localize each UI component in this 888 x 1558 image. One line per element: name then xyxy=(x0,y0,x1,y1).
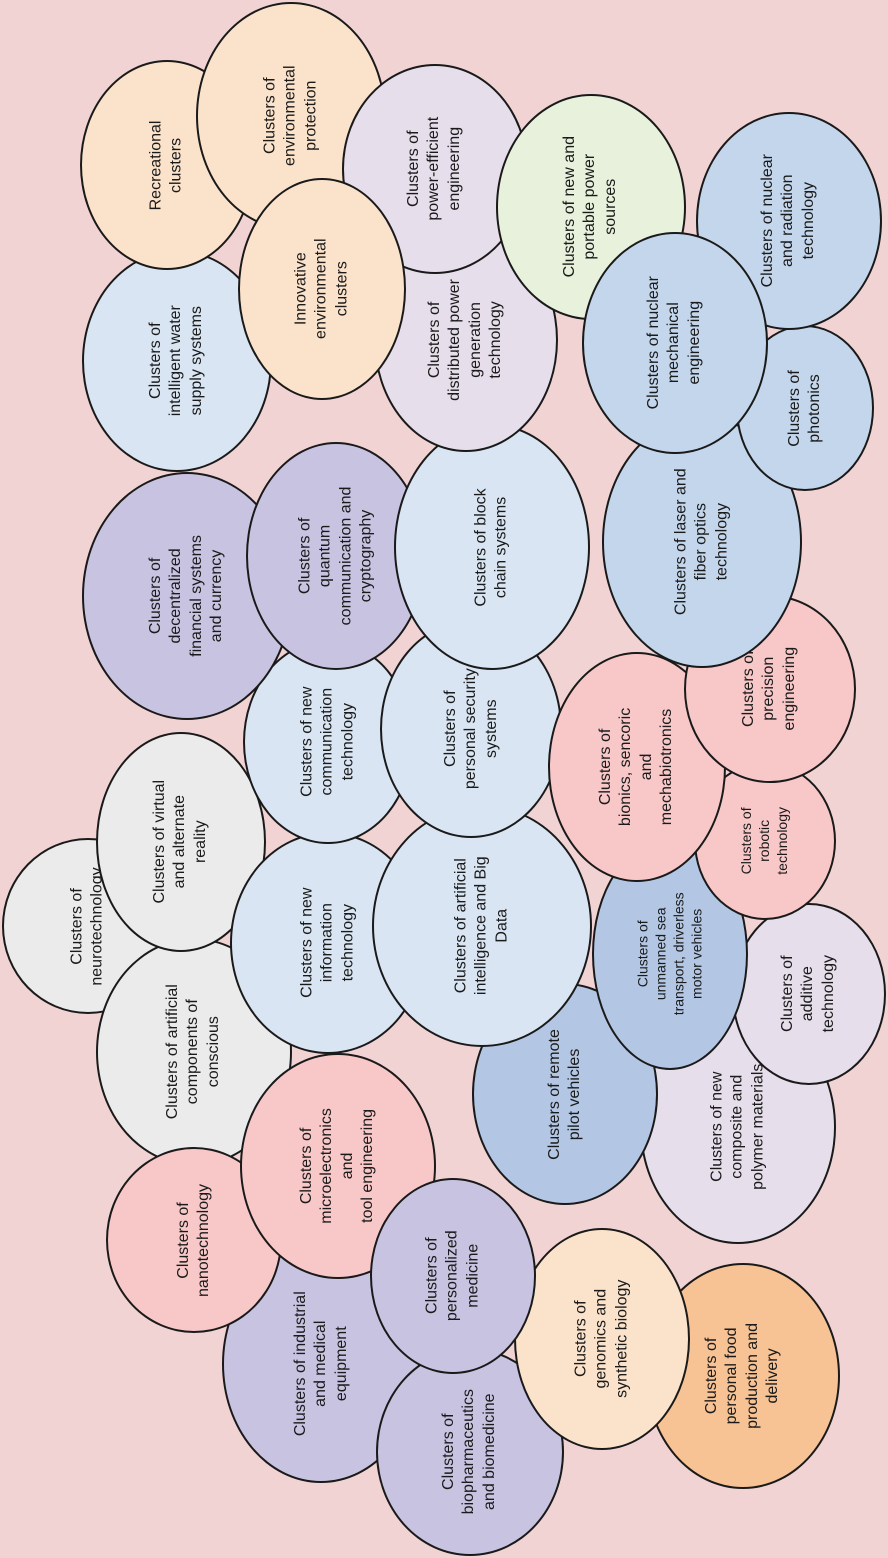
bubble-label: Clusters of power-efficient engineering xyxy=(405,117,464,221)
bubble-label: Clusters of personalized medicine xyxy=(423,1230,482,1322)
bubble-label: Clusters of biopharmaceutics and biomedicine xyxy=(440,1389,499,1515)
bubble-label: Clusters of new composite and polymer materials xyxy=(708,1063,767,1191)
bubble-label: Clusters of environmental protection xyxy=(261,65,320,167)
bubble-nuclear-mechanical xyxy=(582,232,768,454)
bubble-label: Clusters of precision engineering xyxy=(740,647,799,731)
bubble-genomics xyxy=(514,1228,690,1450)
bubble-label: Clusters of genomics and synthetic biology xyxy=(572,1279,631,1399)
bubble-label: Clusters of decentralized financial systems and currency xyxy=(147,535,226,657)
bubble-label: Clusters of laser and fiber optics technology xyxy=(672,468,731,616)
bubble-label: Clusters of virtual and alternate reality xyxy=(151,780,210,904)
bubble-label: Clusters of nanotechnology xyxy=(174,1183,212,1297)
bubble-additive xyxy=(732,903,886,1085)
bubble-label: Clusters of additive technology xyxy=(779,955,838,1033)
bubble-label: Clusters of artificial intelligence and Big Data xyxy=(452,856,511,996)
bubble-label: Recreational clusters xyxy=(147,120,185,210)
bubble-label: Clusters of nuclear and radiation technology xyxy=(759,154,818,288)
bubble-block-chain xyxy=(394,424,590,670)
bubble-label: Clusters of quantum communication and cryptography xyxy=(296,486,375,626)
bubble-label: Clusters of unmanned sea transport, driverless motor vehicles xyxy=(634,892,704,1016)
bubble-label: Clusters of new information technology xyxy=(298,887,357,999)
bubble-label: Clusters of personal security systems xyxy=(441,668,500,790)
bubble-label: Clusters of new communication technology xyxy=(298,686,357,798)
bubble-label: Clusters of artificial components of conscious xyxy=(164,984,223,1120)
bubble-ai-big-data xyxy=(372,805,592,1047)
bubble-label: Clusters of intelligent water supply systems xyxy=(147,305,206,417)
bubble-label: Innovative environmental clusters xyxy=(292,238,351,340)
bubble-label: Clusters of neurotechnology xyxy=(68,866,106,986)
bubble-label: Clusters of new and portable power sources xyxy=(561,136,620,278)
bubble-innovative-environmental xyxy=(238,178,406,400)
bubble-label: Clusters of industrial and medical equipment xyxy=(291,1291,350,1437)
bubble-label: Clusters of remote pilot vehicles xyxy=(545,1028,583,1160)
bubble-label: Clusters of microelectronics and tool engineering xyxy=(298,1108,377,1224)
bubble-label: Clusters of block chain systems xyxy=(472,487,510,607)
bubble-label: Clusters of distributed power generation technology xyxy=(426,279,505,401)
bubble-label: Clusters of robotic technology xyxy=(738,807,790,875)
bubble-label: Clusters of bionics, sencoric and mechabiotronics xyxy=(597,707,676,827)
bubble-personalized-medicine xyxy=(370,1178,536,1374)
bubble-label: Clusters of photonics xyxy=(785,369,823,447)
bubble-label: Clusters of personal food production and delivery xyxy=(703,1323,782,1429)
bubble-label: Clusters of nuclear mechanical engineering xyxy=(645,276,704,410)
